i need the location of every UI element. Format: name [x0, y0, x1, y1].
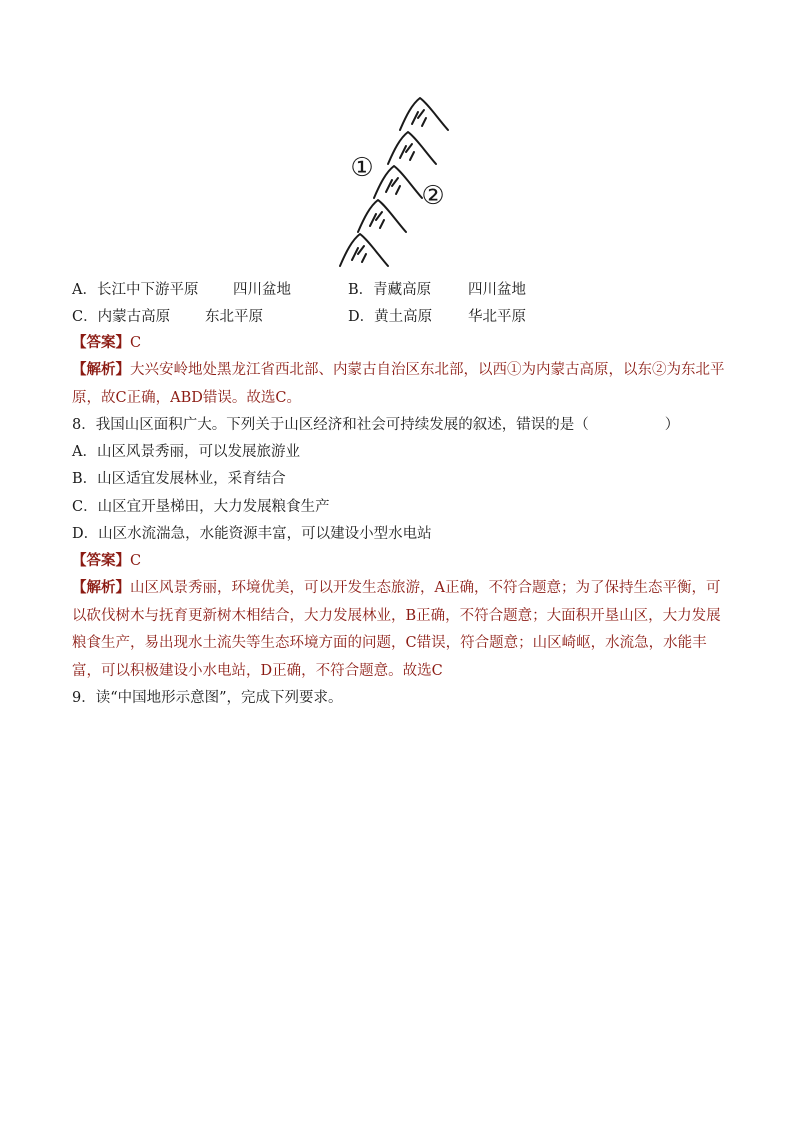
q8-answer: [72, 552, 141, 570]
answer-value: C: [130, 553, 142, 569]
q7-answer: [72, 334, 141, 352]
q8-stem: [72, 416, 679, 434]
q8-option-c: C．山区宜开垦梯田，大力发展粮食生产: [72, 499, 330, 515]
q7-option-b-second: 四川盆地: [468, 282, 526, 298]
explanation-text: 大兴安岭地处黑龙江省西北部、内蒙古自治区东北部，以西①为内蒙古高原，以东②为东北平原，故C正确，ABD错误。故选C。: [72, 362, 725, 406]
mountain-peak-icon: [388, 132, 436, 164]
q7-option-a: A．长江中下游平原: [72, 282, 199, 298]
marker-1: ①: [350, 153, 374, 183]
explanation-label: 【解析】: [72, 361, 130, 378]
q8-stem-close: ）: [664, 417, 680, 433]
explanation-text: 山区风景秀丽，环境优美，可以开发生态旅游，A正确，不符合题意；为了保持生态平衡，可以砍伐树木与抚育更新树木相结合，大力发展林业，B正确，不符合题意；大面积开垦山区，大力发展粮食生产，易出现水土流失等生态环境方面的问题，C错误，符合题意；山区崎岖，水流急，水能丰富，可以积极建设小水电站，D正确，不符合题意。故选C: [72, 580, 721, 679]
q7-explanation: [72, 356, 732, 412]
q8-explanation: [72, 574, 732, 685]
q7-option-c-second: 东北平原: [205, 309, 263, 325]
mountain-range-figure: [336, 94, 456, 270]
answer-value: C: [130, 335, 142, 351]
q7-option-c: C．内蒙古高原: [72, 309, 171, 325]
q8-option-a: A．山区风景秀丽，可以发展旅游业: [72, 444, 300, 460]
q8-stem-text: 8．我国山区面积广大。下列关于山区经济和社会可持续发展的叙述，错误的是（: [72, 417, 589, 433]
q8-option-d: D．山区水流湍急，水能资源丰富，可以建设小型水电站: [72, 526, 432, 542]
q9-stem: 9．读“中国地形示意图”，完成下列要求。: [72, 690, 343, 706]
answer-label: 【答案】: [72, 334, 130, 351]
mountain-peak-icon: [400, 98, 448, 130]
mountain-range-diagram: [336, 94, 456, 270]
mountain-peak-icon: [374, 166, 422, 198]
q7-option-a-second: 四川盆地: [233, 282, 291, 298]
mountain-peak-icon: [358, 200, 406, 232]
q7-option-d: D．黄土高原: [348, 309, 433, 325]
q8-option-b: B．山区适宜发展林业，采育结合: [72, 471, 286, 487]
explanation-label: 【解析】: [72, 579, 130, 596]
q7-option-d-second: 华北平原: [468, 309, 526, 325]
q7-option-b: B．青藏高原: [348, 282, 432, 298]
marker-2: ②: [421, 181, 445, 211]
mountain-peak-icon: [340, 234, 388, 266]
answer-label: 【答案】: [72, 552, 130, 569]
